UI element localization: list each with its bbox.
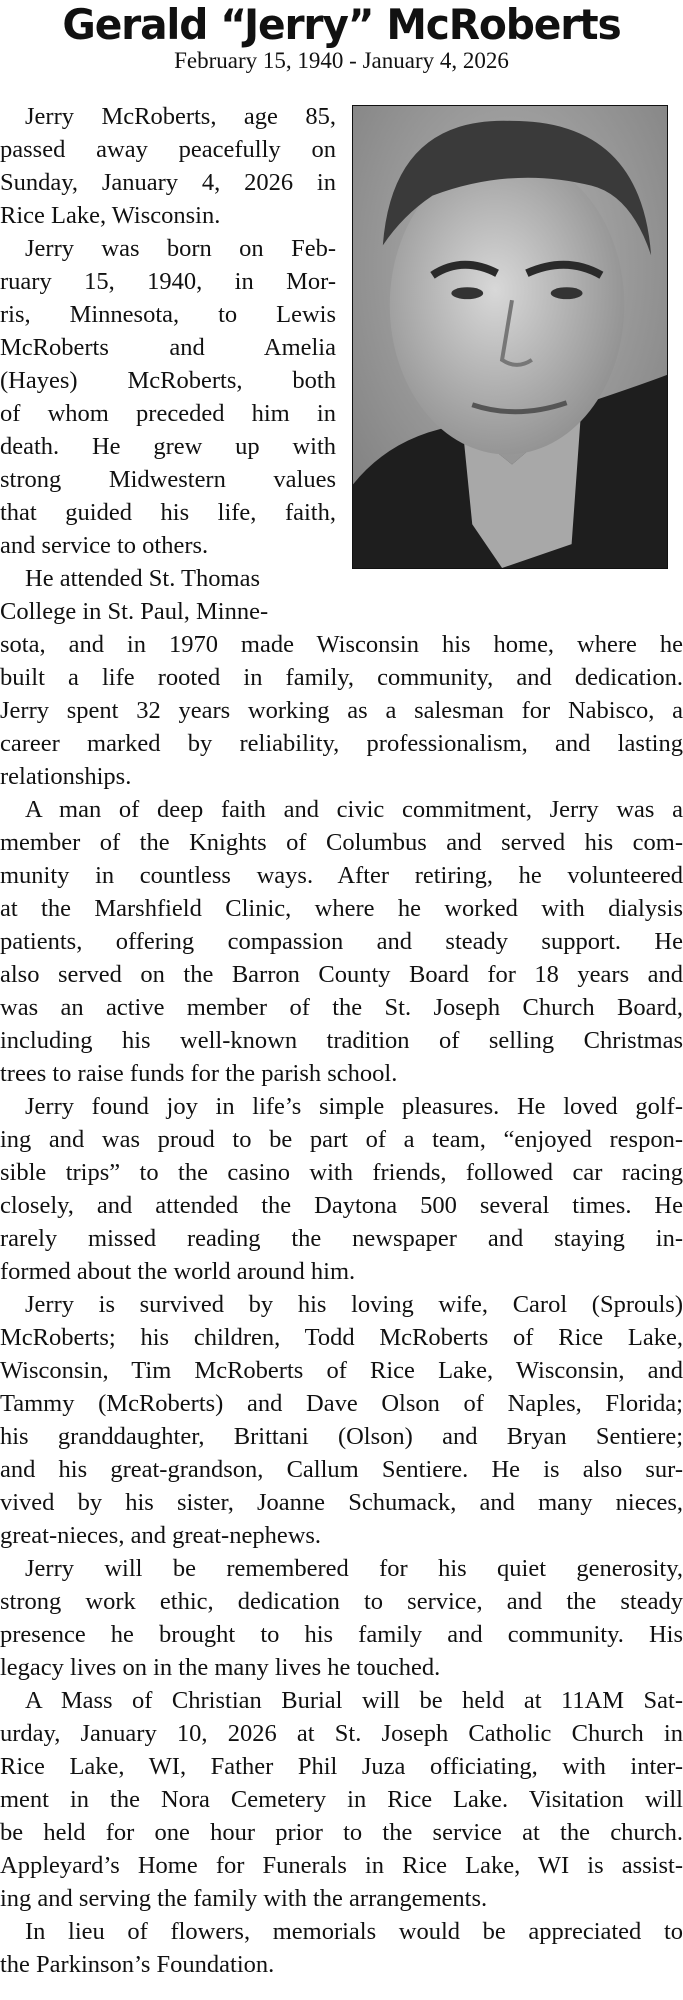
body-line: trees to raise funds for the parish school. <box>0 1060 398 1087</box>
body-line: munity in countless ways. After retiring, he volunteered <box>0 862 683 889</box>
body-line: sible trips” to the casino with friends, followed car racing <box>0 1159 683 1186</box>
body-line: In lieu of flowers, memorials would be appreciated to <box>25 1918 683 1945</box>
body-line: strong Midwestern values <box>0 466 336 493</box>
body-line: was an active member of the St. Joseph Church Board, <box>0 994 683 1021</box>
body-line: at the Marshfield Clinic, where he worked with dialysis <box>0 895 683 922</box>
body-line: sota, and in 1970 made Wisconsin his home, where he <box>0 631 683 658</box>
body-line: Tammy (McRoberts) and Dave Olson of Naples, Florida; <box>0 1390 683 1417</box>
body-line: and service to others. <box>0 532 209 559</box>
body-line: Wisconsin, Tim McRoberts of Rice Lake, Wisconsin, and <box>0 1357 683 1384</box>
body-line: passed away peacefully on <box>0 136 336 163</box>
body-line: rarely missed reading the newspaper and staying in- <box>0 1225 683 1252</box>
body-line: death. He grew up with <box>0 433 336 460</box>
body-line: urday, January 10, 2026 at St. Joseph Catholic Church in <box>0 1720 683 1747</box>
body-line: Jerry found joy in life’s simple pleasures. He loved golf- <box>25 1093 683 1120</box>
body-line: built a life rooted in family, community, and dedication. <box>0 664 683 691</box>
body-line: ing and serving the family with the arrangements. <box>0 1885 488 1912</box>
body-line: Jerry is survived by his loving wife, Carol (Sprouls) <box>25 1291 683 1318</box>
body-line: vived by his sister, Joanne Schumack, and many nieces, <box>0 1489 683 1516</box>
body-line: of whom preceded him in <box>0 400 336 427</box>
body-line: closely, and attended the Daytona 500 several times. He <box>0 1192 683 1219</box>
body-line: the Parkinson’s Foundation. <box>0 1951 275 1978</box>
body-line: ment in the Nora Cemetery in Rice Lake. Visitation will <box>0 1786 683 1813</box>
body-line: that guided his life, faith, <box>0 499 336 526</box>
body-line: member of the Knights of Columbus and served his com- <box>0 829 683 856</box>
portrait-photo <box>352 105 668 569</box>
body-line: relationships. <box>0 763 132 790</box>
obituary-name: Gerald “Jerry” McRoberts <box>62 0 621 49</box>
body-line: be held for one hour prior to the service at the church. <box>0 1819 683 1846</box>
body-line: ruary 15, 1940, in Mor- <box>0 268 336 295</box>
body-line: also served on the Barron County Board for 18 years and <box>0 961 683 988</box>
body-line: McRoberts; his children, Todd McRoberts of Rice Lake, <box>0 1324 683 1351</box>
body-line: formed about the world around him. <box>0 1258 356 1285</box>
body-line: career marked by reliability, professionalism, and lasting <box>0 730 683 757</box>
body-line: great-nieces, and great-nephews. <box>0 1522 322 1549</box>
body-line: ris, Minnesota, to Lewis <box>0 301 336 328</box>
body-line: A man of deep faith and civic commitment, Jerry was a <box>25 796 683 823</box>
body-line: Jerry McRoberts, age 85, <box>25 103 336 130</box>
body-line: presence he brought to his family and community. His <box>0 1621 683 1648</box>
body-line: and his great-grandson, Callum Sentiere. He is also sur- <box>0 1456 683 1483</box>
body-line: including his well-known tradition of selling Christmas <box>0 1027 683 1054</box>
body-line: ing and was proud to be part of a team, “enjoyed respon- <box>0 1126 683 1153</box>
life-dates: February 15, 1940 - January 4, 2026 <box>174 48 509 73</box>
portrait-photo-icon <box>353 106 667 568</box>
body-line: (Hayes) McRoberts, both <box>0 367 336 394</box>
body-line: A Mass of Christian Burial will be held at 11AM Sat- <box>25 1687 683 1714</box>
body-line: Jerry was born on Feb- <box>25 235 336 262</box>
body-line: College in St. Paul, Minne- <box>0 598 269 625</box>
body-line: legacy lives on in the many lives he touched. <box>0 1654 441 1681</box>
body-line: Rice Lake, Wisconsin. <box>0 202 221 229</box>
body-line: McRoberts and Amelia <box>0 334 336 361</box>
body-line: He attended St. Thomas <box>25 565 260 592</box>
body-line: Rice Lake, WI, Father Phil Juza officiating, with inter- <box>0 1753 683 1780</box>
body-line: Jerry spent 32 years working as a salesman for Nabisco, a <box>0 697 683 724</box>
body-line: Sunday, January 4, 2026 in <box>0 169 336 196</box>
body-line: Appleyard’s Home for Funerals in Rice Lake, WI is assist- <box>0 1852 683 1879</box>
body-line: his granddaughter, Brittani (Olson) and Bryan Sentiere; <box>0 1423 683 1450</box>
body-line: strong work ethic, dedication to service, and the steady <box>0 1588 683 1615</box>
body-line: patients, offering compassion and steady support. He <box>0 928 683 955</box>
body-line: Jerry will be remembered for his quiet generosity, <box>25 1555 683 1582</box>
